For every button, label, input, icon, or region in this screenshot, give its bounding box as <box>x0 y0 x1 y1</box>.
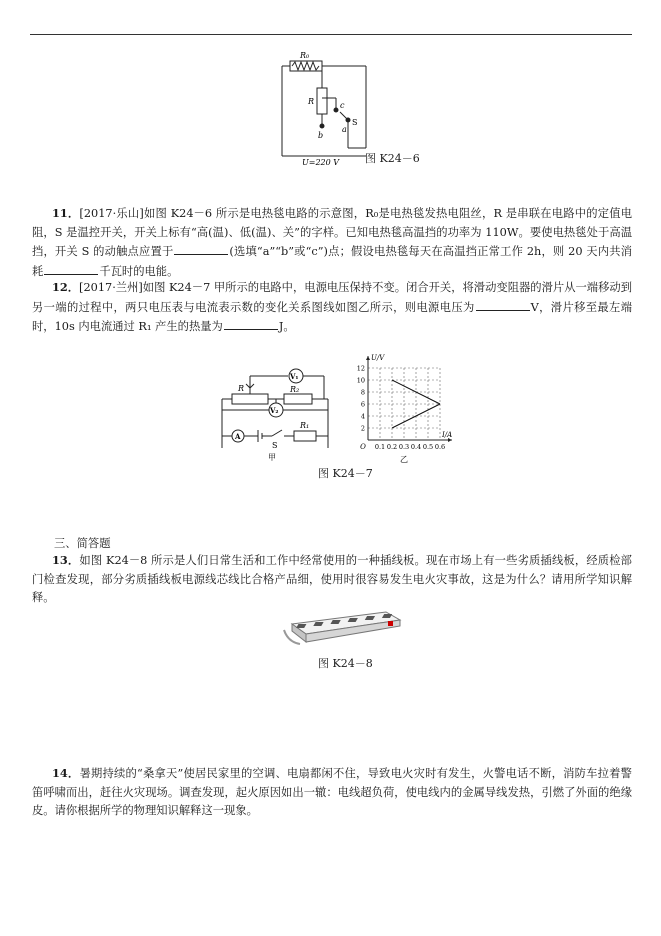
question-13-number: 13． <box>52 553 80 567</box>
question-11-text-3: 千瓦时的电能。 <box>99 264 179 278</box>
section-title: 三、简答题 <box>54 537 111 550</box>
label-v1: V₁ <box>290 372 299 381</box>
answer-blank-12-1[interactable] <box>476 298 530 311</box>
figure-k24-7-circuit <box>212 362 338 464</box>
answer-blank-11-1[interactable] <box>174 242 228 255</box>
origin-label: O <box>360 443 366 451</box>
y-tick-label: 2 <box>360 424 365 433</box>
question-11 <box>32 204 632 281</box>
y-tick-label: 4 <box>360 412 365 421</box>
x-tick-label: 0.2 <box>386 443 398 451</box>
x-tick-label: 0.4 <box>410 443 422 451</box>
label-r0: R₀ <box>300 51 310 60</box>
label-c: c <box>340 101 345 110</box>
label-b: b <box>318 131 324 140</box>
y-tick-label: 12 <box>356 364 365 373</box>
label-r: R <box>308 97 315 106</box>
question-12-number: 12． <box>52 280 80 294</box>
y-tick-label: 6 <box>360 400 365 409</box>
question-12-text-2: V，滑片移至最左端时，10s 内电流通过 R₁ 产生的热量为 <box>32 300 632 334</box>
label-switch: S <box>272 441 278 450</box>
answer-blank-11-2[interactable] <box>44 262 98 275</box>
label-r1: R₁ <box>300 421 310 430</box>
label-v2: V₂ <box>270 406 279 415</box>
question-14-text: 暑期持续的“桑拿天”使居民家里的空调、电扇都闲不住，导致电火灾时有发生，火警电话不断，消防车拉着警笛呼啸而出，赶往火灾现场。调查发现，起火原因如出一辙：电线超负荷，使电线内的金属导线发热，引燃了外面的绝缘皮。请你根据所学的物理知识解释这一现象。 <box>32 767 632 818</box>
x-tick-label: 0.5 <box>422 443 434 451</box>
question-12 <box>32 278 632 337</box>
x-tick-label: 0.6 <box>434 443 446 451</box>
label-s: S <box>352 118 358 127</box>
figure-k24-8-caption: 图 K24－8 <box>318 657 373 670</box>
label-voltage: U=220 V <box>302 158 340 167</box>
question-14-number: 14． <box>52 766 80 780</box>
question-11-text-1: [2017·乐山]如图 K24－6 所示是电热毯电路的示意图，R₀是电热毯发热电阻丝，R 是串联在电路中的定值电阻，S 是温控开关，开关上标有“高(温)、低(温)、关”的字样。已知电热毯高温挡的功率为 110W。要使电热毯处于高温挡，开关 S 的动触点应置于 <box>32 207 632 259</box>
x-tick-label: 0.1 <box>374 443 386 451</box>
label-a: a <box>342 125 347 134</box>
figure-k24-7-caption: 图 K24－7 <box>318 467 373 480</box>
figure-k24-6-caption: 图 K24－6 <box>365 152 420 165</box>
answer-blank-12-2[interactable] <box>224 317 278 330</box>
label-jia: 甲 <box>268 453 276 462</box>
question-13-text: 如图 K24－8 所示是人们日常生活和工作中经常使用的一种插线板。现在市场上有一些劣质插线板，经质检部门检查发现，部分劣质插线板电源线芯线比合格产品细，使用时很容易发生电火灾事故，这是为什么？请用所学知识解释。 <box>32 554 632 605</box>
question-13 <box>32 551 632 608</box>
question-12-text-1: [2017·兰州]如图 K24－7 甲所示的电路中，电源电压保持不变。闭合开关，将滑动变阻器的滑片从一端移动到另一端的过程中，两只电压表与电流表示数的变化关系图线如图乙所示，则电源电压为 <box>32 281 632 314</box>
y-tick-label: 8 <box>360 388 365 397</box>
question-14 <box>32 764 632 821</box>
figure-k24-8-power-strip <box>282 604 402 650</box>
x-axis-label: I/A <box>442 431 453 439</box>
label-ammeter: A <box>235 432 241 441</box>
x-tick-label: 0.3 <box>398 443 410 451</box>
y-axis-label: U/V <box>371 354 385 362</box>
label-r2: R₂ <box>290 385 300 394</box>
y-axis-arrow <box>366 356 370 360</box>
question-12-text-3: J。 <box>278 320 295 334</box>
y-tick-label: 10 <box>356 376 365 385</box>
header-rule <box>30 34 632 35</box>
chart-label-yi: 乙 <box>400 455 408 464</box>
label-r: R <box>238 384 245 393</box>
question-11-number: 11． <box>52 206 80 220</box>
question-11-text-2: (选填“a”“b”或“c”)点；假设电热毯每天在高温挡正常工作 2h，则 20 天内共消耗 <box>32 245 632 278</box>
figure-k24-7-chart <box>350 352 460 464</box>
